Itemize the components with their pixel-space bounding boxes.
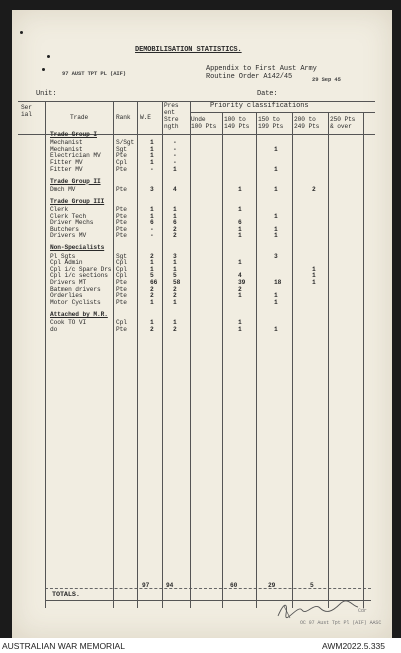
- header-150-199: 150 to 199 Pts: [258, 116, 284, 130]
- col-rule: [162, 102, 163, 608]
- cell-pres: 58: [173, 278, 181, 286]
- cell-trade: Pl Sgts: [50, 252, 76, 260]
- cell-rank: Cpl: [116, 318, 127, 326]
- header-we: W.E: [140, 114, 151, 121]
- cell-c150: 1: [274, 145, 278, 153]
- cell-pres: 1: [173, 205, 177, 213]
- cell-trade: Fitter MV: [50, 165, 83, 173]
- cell-pres: 2: [173, 285, 177, 293]
- col-rule: [137, 102, 138, 608]
- footer-credit: AUSTRALIAN WAR MEMORIAL: [2, 641, 125, 651]
- cell-pres: 4: [173, 185, 177, 193]
- cell-c200: 1: [312, 265, 316, 273]
- cell-trade: Motor Cyclists: [50, 298, 101, 306]
- cell-trade: Driver Mechs: [50, 219, 94, 227]
- cell-rank: Cpl: [116, 265, 127, 273]
- unit-stamp: 97 AUST TPT PL (AIF): [62, 70, 127, 77]
- cell-trade: Electrician MV: [50, 152, 101, 160]
- header-200-249: 200 to 249 Pts: [294, 116, 320, 130]
- cell-c150: 1: [274, 165, 278, 173]
- cell-trade: Cpl Admin: [50, 259, 83, 267]
- cell-we: 1: [150, 158, 154, 166]
- total-150-199: 29: [268, 582, 276, 589]
- group-heading: Trade Group I: [50, 131, 97, 138]
- col-rule: [45, 102, 46, 608]
- cell-trade: Mechanist: [50, 145, 83, 153]
- cell-trade: Cpl i/c sections: [50, 272, 108, 280]
- cell-pres: -: [173, 145, 177, 153]
- header-rank: Rank: [116, 114, 131, 121]
- cell-we: -: [150, 165, 154, 173]
- cell-we: -: [150, 225, 154, 233]
- cell-c200: 1: [312, 272, 316, 280]
- cell-pres: 2: [173, 325, 177, 333]
- cell-we: 2: [150, 292, 154, 300]
- cell-c200: 2: [312, 185, 316, 193]
- cell-we: 5: [150, 272, 154, 280]
- cell-pres: 2: [173, 292, 177, 300]
- cell-c100: 1: [238, 325, 242, 333]
- cell-rank: Pte: [116, 225, 127, 233]
- cell-trade: Cook TO VI: [50, 318, 87, 326]
- cell-c100: 1: [238, 205, 242, 213]
- table-top-rule: [18, 101, 375, 102]
- cell-rank: Pte: [116, 219, 127, 227]
- header-priority: Priority classifications: [210, 102, 309, 110]
- header-present-strength: Pres ent Stre ngth: [164, 102, 179, 130]
- total-we: 97: [142, 582, 150, 589]
- cell-rank: Pte: [116, 212, 127, 220]
- cell-c150: 1: [274, 292, 278, 300]
- header-trade: Trade: [70, 114, 89, 121]
- cell-rank: Pte: [116, 232, 127, 240]
- cell-rank: Pte: [116, 325, 127, 333]
- signature-unit-line: OC 97 Aust Tpt Pl (AIF) AASC: [300, 620, 382, 626]
- cell-pres: 6: [173, 219, 177, 227]
- cell-trade: Drivers MV: [50, 232, 87, 240]
- cell-trade: Butchers: [50, 225, 79, 233]
- cell-c100: 2: [238, 285, 242, 293]
- cell-pres: 1: [173, 298, 177, 306]
- cell-c150: 1: [274, 232, 278, 240]
- cell-c100: 1: [238, 292, 242, 300]
- cell-we: 1: [150, 265, 154, 273]
- cell-we: 1: [150, 318, 154, 326]
- cell-we: 2: [150, 252, 154, 260]
- appendix-line-1: Appendix to First Aust Army: [206, 65, 317, 73]
- col-rule: [256, 112, 257, 608]
- cell-rank: Sgt: [116, 252, 127, 260]
- cell-pres: 1: [173, 165, 177, 173]
- total-200-249: 5: [310, 582, 314, 589]
- cell-trade: Drivers MT: [50, 278, 87, 286]
- col-rule: [113, 102, 114, 608]
- appendix-line-2: Routine Order A142/45: [206, 73, 293, 81]
- cell-rank: Pte: [116, 298, 127, 306]
- cell-c150: 1: [274, 225, 278, 233]
- cell-rank: Cpl: [116, 272, 127, 280]
- col-rule: [363, 112, 364, 608]
- cell-pres: 2: [173, 232, 177, 240]
- cell-we: 1: [150, 212, 154, 220]
- cell-rank: Pte: [116, 292, 127, 300]
- cell-c150: 1: [274, 185, 278, 193]
- cell-rank: Pte: [116, 165, 127, 173]
- cell-rank: Pte: [116, 278, 127, 286]
- cell-c100: 39: [238, 278, 246, 286]
- cell-rank: Cpl: [116, 158, 127, 166]
- cell-we: 1: [150, 259, 154, 267]
- document-title: DEMOBILISATION STATISTICS.: [135, 46, 242, 54]
- group-heading: Trade Group III: [50, 197, 105, 205]
- cell-we: -: [150, 232, 154, 240]
- cell-c150: 1: [274, 212, 278, 220]
- cell-we: 1: [150, 152, 154, 160]
- col-rule: [328, 112, 329, 608]
- cell-pres: -: [173, 158, 177, 166]
- cell-we: 2: [150, 325, 154, 333]
- group-heading: Trade Group II: [50, 177, 101, 185]
- cell-c100: 1: [238, 185, 242, 193]
- cell-pres: 2: [173, 225, 177, 233]
- cell-c150: 1: [274, 325, 278, 333]
- priority-header-rule: [190, 112, 375, 113]
- cell-rank: Pte: [116, 185, 127, 193]
- col-rule: [190, 102, 191, 608]
- header-serial: Ser ial: [21, 104, 32, 118]
- col-rule: [222, 112, 223, 608]
- cell-c150: 18: [274, 278, 282, 286]
- cell-pres: 1: [173, 265, 177, 273]
- cell-pres: 1: [173, 259, 177, 267]
- cell-trade: Clerk Tech: [50, 212, 87, 220]
- cell-rank: Sgt: [116, 145, 127, 153]
- date-label: Date:: [257, 90, 278, 98]
- signature-caption: Cdr: [358, 608, 367, 614]
- cell-rank: Cpl: [116, 259, 127, 267]
- cell-we: 66: [150, 278, 158, 286]
- cell-trade: Cpl i/c Spare Drs: [50, 265, 112, 273]
- cell-c200: 1: [312, 278, 316, 286]
- group-heading: Attached by M.R.: [50, 310, 108, 318]
- cell-trade: Fitter MV: [50, 158, 83, 166]
- cell-trade: Clerk: [50, 205, 69, 213]
- unit-label: Unit:: [36, 90, 57, 98]
- cell-we: 6: [150, 219, 154, 227]
- header-100-149: 100 to 149 Pts: [224, 116, 250, 130]
- cell-trade: Orderlies: [50, 292, 83, 300]
- cell-pres: 3: [173, 252, 177, 260]
- cell-trade: Mechanist: [50, 139, 83, 147]
- appendix-date: 29 Sep 45: [312, 76, 341, 83]
- totals-top-rule: [45, 588, 371, 589]
- col-rule: [292, 112, 293, 608]
- cell-pres: 5: [173, 272, 177, 280]
- cell-c100: 6: [238, 219, 242, 227]
- cell-pres: 1: [173, 212, 177, 220]
- cell-c150: 3: [274, 252, 278, 260]
- cell-c100: 1: [238, 259, 242, 267]
- signature: [270, 598, 370, 620]
- cell-rank: S/Sgt: [116, 139, 135, 147]
- cell-c100: 1: [238, 318, 242, 326]
- cell-rank: Pte: [116, 152, 127, 160]
- cell-pres: -: [173, 139, 177, 147]
- cell-c100: 1: [238, 225, 242, 233]
- cell-trade: do: [50, 325, 58, 333]
- cell-trade: Batmen drivers: [50, 285, 101, 293]
- cell-we: 1: [150, 298, 154, 306]
- cell-c100: 4: [238, 272, 242, 280]
- cell-c100: 1: [238, 232, 242, 240]
- cell-we: 1: [150, 205, 154, 213]
- group-heading: Non-Specialists: [50, 244, 105, 252]
- total-present: 94: [166, 582, 174, 589]
- cell-we: 1: [150, 145, 154, 153]
- cell-rank: Pte: [116, 205, 127, 213]
- punch-mark: [47, 55, 50, 58]
- cell-we: 2: [150, 285, 154, 293]
- header-250-over: 250 Pts & over: [330, 116, 356, 130]
- cell-rank: Pte: [116, 285, 127, 293]
- cell-c150: 1: [274, 298, 278, 306]
- total-100-149: 60: [230, 582, 238, 589]
- punch-mark: [42, 68, 45, 71]
- totals-label: TOTALS.: [52, 591, 80, 599]
- cell-we: 1: [150, 139, 154, 147]
- cell-pres: 1: [173, 318, 177, 326]
- header-under-100: Unde 100 Pts: [191, 116, 217, 130]
- cell-pres: -: [173, 152, 177, 160]
- footer-accession: AWM2022.5.335: [322, 641, 385, 651]
- cell-we: 3: [150, 185, 154, 193]
- punch-mark: [20, 31, 23, 34]
- cell-trade: Dmch MV: [50, 185, 76, 193]
